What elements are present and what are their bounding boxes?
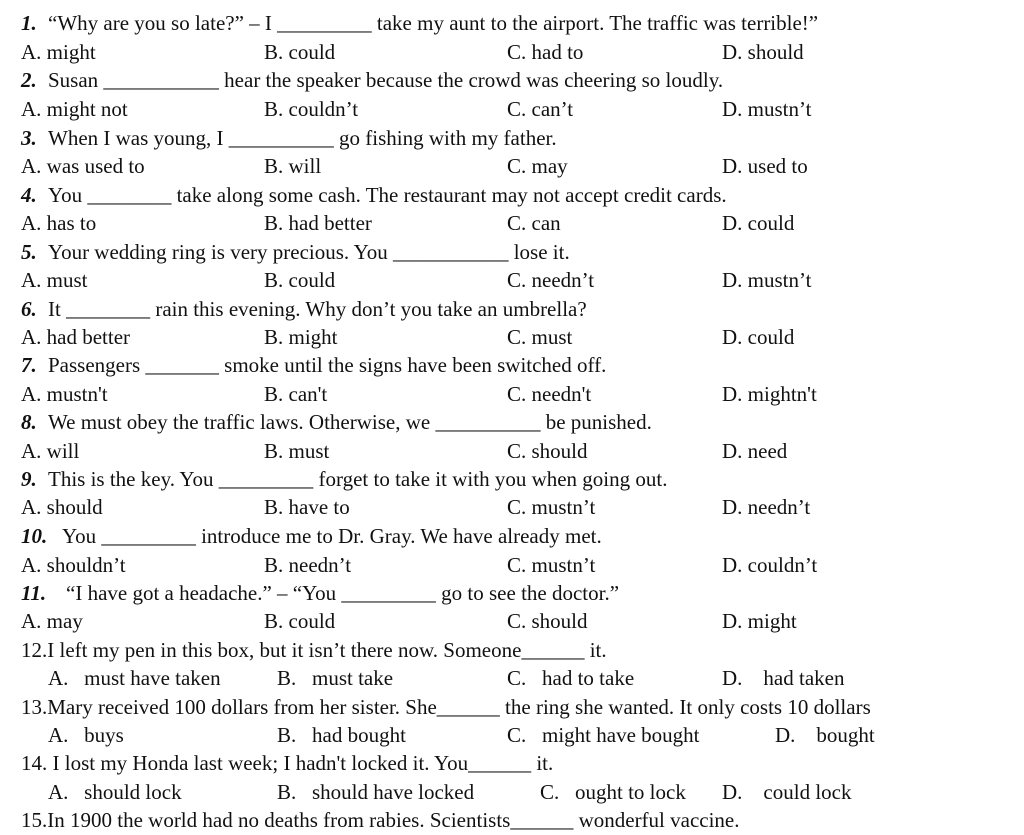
question-text: Susan ___________ hear the speaker because the crowd was cheering so loudly.: [48, 68, 724, 92]
question-text: This is the key. You _________ forget to take it with you when going out.: [48, 467, 668, 491]
question-6-options: [0, 323, 1024, 351]
option-b: B. could: [264, 609, 336, 633]
question-2-stem: [0, 66, 1024, 94]
option-a: A. must have taken: [48, 666, 221, 690]
question-6-stem: [0, 295, 1024, 323]
option-c: C. mustn’t: [507, 495, 596, 519]
question-number: 8.: [21, 410, 37, 434]
question-text: 13.Mary received 100 dollars from her sister. She______ the ring she wanted. It only costs 10 dollars: [21, 695, 871, 719]
question-text: “I have got a headache.” – “You _________ go to see the doctor.”: [66, 581, 620, 605]
question-8-options: [0, 437, 1024, 465]
option-d: D. should: [722, 40, 804, 64]
question-13-options: [0, 721, 1024, 749]
option-b: B. had bought: [277, 723, 406, 747]
question-number: 7.: [21, 353, 37, 377]
question-8-stem: [0, 408, 1024, 436]
option-c: C. can’t: [507, 97, 574, 121]
question-9-stem: [0, 465, 1024, 493]
question-14-options: [0, 778, 1024, 806]
option-c: C. had to: [507, 40, 584, 64]
option-d: D. mightn't: [722, 382, 817, 406]
option-a: A. has to: [21, 211, 97, 235]
option-c: C. must: [507, 325, 573, 349]
option-a: A. buys: [48, 723, 124, 747]
option-b: B. had better: [264, 211, 372, 235]
option-c: C. can: [507, 211, 561, 235]
option-b: B. should have locked: [277, 780, 475, 804]
option-d: D. couldn’t: [722, 553, 818, 577]
question-5-stem: [0, 238, 1024, 266]
option-a: A. will: [21, 439, 80, 463]
option-d: D. need: [722, 439, 788, 463]
option-a: A. should lock: [48, 780, 182, 804]
option-d: D. mustn’t: [722, 268, 812, 292]
option-c: C. needn't: [507, 382, 592, 406]
question-number: 2.: [21, 68, 37, 92]
question-text: Passengers _______ smoke until the signs have been switched off.: [48, 353, 607, 377]
option-a: A. may: [21, 609, 83, 633]
question-number: 3.: [21, 126, 37, 150]
question-9-options: [0, 493, 1024, 521]
question-3-options: [0, 152, 1024, 180]
question-number: 4.: [21, 183, 37, 207]
question-7-options: [0, 380, 1024, 408]
option-a: A. mustn't: [21, 382, 108, 406]
option-b: B. must take: [277, 666, 394, 690]
question-text: When I was young, I __________ go fishing with my father.: [48, 126, 557, 150]
question-7-stem: [0, 351, 1024, 379]
question-13-stem: [0, 693, 1024, 721]
question-5-options: [0, 266, 1024, 294]
option-c: C. may: [507, 154, 568, 178]
question-4-stem: [0, 181, 1024, 209]
question-text: 15.In 1900 the world had no deaths from rabies. Scientists______ wonderful vaccine.: [21, 808, 740, 832]
option-c: C. needn’t: [507, 268, 595, 292]
question-10-options: [0, 551, 1024, 579]
question-text: You _________ introduce me to Dr. Gray. We have already met.: [62, 524, 602, 548]
question-number: 11.: [21, 581, 47, 605]
option-c: C. should: [507, 609, 588, 633]
option-c: C. mustn’t: [507, 553, 596, 577]
option-b: B. could: [264, 268, 336, 292]
option-b: B. couldn’t: [264, 97, 359, 121]
question-1-options: [0, 38, 1024, 66]
option-a: A. shouldn’t: [21, 553, 126, 577]
question-15-stem: [0, 806, 1024, 834]
question-text: 14. I lost my Honda last week; I hadn't locked it. You______ it.: [21, 751, 554, 775]
question-4-options: [0, 209, 1024, 237]
option-b: B. might: [264, 325, 338, 349]
option-d: D. had taken: [722, 666, 845, 690]
question-text: “Why are you so late?” – I _________ take my aunt to the airport. The traffic was terrible!”: [48, 11, 819, 35]
question-12-stem: [0, 636, 1024, 664]
question-14-stem: [0, 749, 1024, 777]
question-12-options: [0, 664, 1024, 692]
question-text: We must obey the traffic laws. Otherwise, we __________ be punished.: [48, 410, 652, 434]
question-text: It ________ rain this evening. Why don’t you take an umbrella?: [48, 297, 587, 321]
option-d: D. could: [722, 325, 795, 349]
option-a: A. must: [21, 268, 88, 292]
option-d: D. might: [722, 609, 797, 633]
option-d: D. could lock: [722, 780, 852, 804]
option-b: B. will: [264, 154, 322, 178]
question-number: 9.: [21, 467, 37, 491]
option-b: B. could: [264, 40, 336, 64]
option-b: B. can't: [264, 382, 328, 406]
question-number: 5.: [21, 240, 37, 264]
option-d: D. needn’t: [722, 495, 811, 519]
option-b: B. needn’t: [264, 553, 352, 577]
option-c: C. should: [507, 439, 588, 463]
question-11-options: [0, 607, 1024, 635]
option-b: B. must: [264, 439, 330, 463]
question-number: 10.: [21, 524, 48, 548]
question-text: You ________ take along some cash. The restaurant may not accept credit cards.: [48, 183, 727, 207]
option-a: A. might: [21, 40, 96, 64]
option-c: C. ought to lock: [540, 780, 686, 804]
option-d: D. bought: [775, 723, 875, 747]
option-c: C. might have bought: [507, 723, 700, 747]
option-d: D. used to: [722, 154, 808, 178]
option-a: A. was used to: [21, 154, 145, 178]
option-a: A. might not: [21, 97, 128, 121]
option-d: D. could: [722, 211, 795, 235]
question-2-options: [0, 95, 1024, 123]
question-11-stem: [0, 579, 1024, 607]
question-number: 1.: [21, 11, 37, 35]
option-c: C. had to take: [507, 666, 635, 690]
question-3-stem: [0, 124, 1024, 152]
option-d: D. mustn’t: [722, 97, 812, 121]
option-a: A. should: [21, 495, 103, 519]
question-text: 12.I left my pen in this box, but it isn’t there now. Someone______ it.: [21, 638, 607, 662]
question-text: Your wedding ring is very precious. You ___________ lose it.: [48, 240, 570, 264]
question-1-stem: [0, 9, 1024, 37]
question-10-stem: [0, 522, 1024, 550]
question-number: 6.: [21, 297, 37, 321]
option-b: B. have to: [264, 495, 350, 519]
option-a: A. had better: [21, 325, 131, 349]
